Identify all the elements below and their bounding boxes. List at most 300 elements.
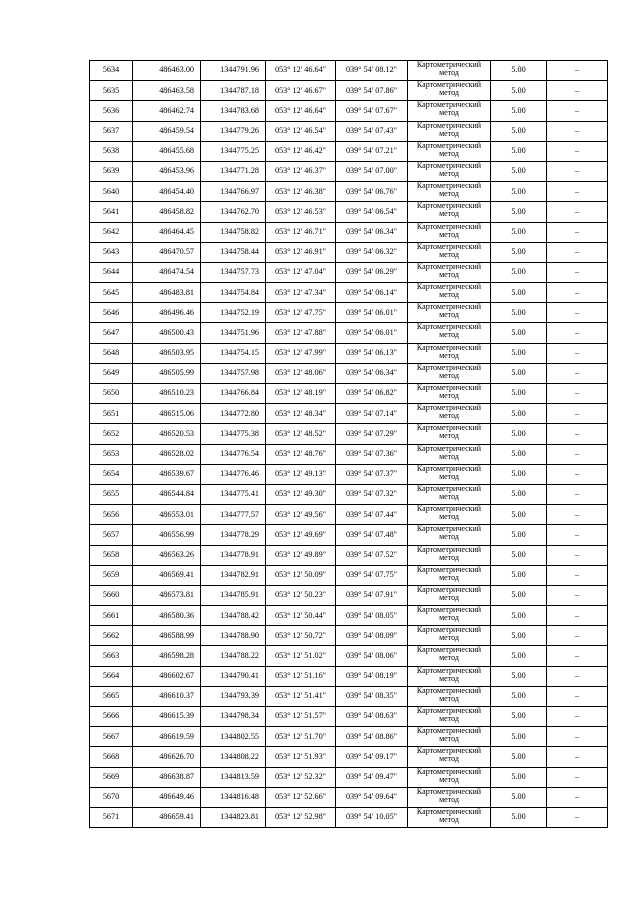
accuracy-cell: 5.00 [491, 323, 547, 343]
latitude-cell: 053° 12' 46.37" [266, 161, 336, 181]
x-coordinate-cell: 486610.37 [133, 686, 201, 706]
latitude-cell: 053° 12' 49.13" [266, 464, 336, 484]
longitude-cell: 039° 54' 07.91" [336, 585, 408, 605]
x-coordinate-cell: 486510.23 [133, 384, 201, 404]
method-cell: Картометрический метод [408, 202, 491, 222]
note-cell: – [547, 686, 608, 706]
y-coordinate-cell: 1344776.46 [201, 464, 266, 484]
longitude-cell: 039° 54' 06.29" [336, 262, 408, 282]
point-number-cell: 5642 [90, 222, 133, 242]
longitude-cell: 039° 54' 09.64" [336, 787, 408, 807]
accuracy-cell: 5.00 [491, 626, 547, 646]
table-row [90, 505, 608, 525]
y-coordinate-cell: 1344775.25 [201, 141, 266, 161]
table-row [90, 767, 608, 787]
longitude-cell: 039° 54' 08.35" [336, 686, 408, 706]
point-number-cell: 5649 [90, 363, 133, 383]
note-cell: – [547, 767, 608, 787]
point-number-cell: 5657 [90, 525, 133, 545]
longitude-cell: 039° 54' 06.01" [336, 303, 408, 323]
y-coordinate-cell: 1344816.48 [201, 787, 266, 807]
note-cell: – [547, 646, 608, 666]
note-cell: – [547, 707, 608, 727]
method-cell: Картометрический метод [408, 424, 491, 444]
x-coordinate-cell: 486454.40 [133, 182, 201, 202]
accuracy-cell: 5.00 [491, 686, 547, 706]
point-number-cell: 5634 [90, 61, 133, 81]
accuracy-cell: 5.00 [491, 101, 547, 121]
longitude-cell: 039° 54' 07.75" [336, 565, 408, 585]
table-row [90, 707, 608, 727]
latitude-cell: 053° 12' 46.54" [266, 121, 336, 141]
table-row [90, 525, 608, 545]
method-cell: Картометрический метод [408, 303, 491, 323]
note-cell: – [547, 242, 608, 262]
accuracy-cell: 5.00 [491, 565, 547, 585]
latitude-cell: 053° 12' 48.19" [266, 384, 336, 404]
y-coordinate-cell: 1344772.80 [201, 404, 266, 424]
method-cell: Картометрический метод [408, 444, 491, 464]
method-cell: Картометрический метод [408, 807, 491, 827]
note-cell: – [547, 182, 608, 202]
longitude-cell: 039° 54' 07.36" [336, 444, 408, 464]
latitude-cell: 053° 12' 51.57" [266, 707, 336, 727]
x-coordinate-cell: 486619.59 [133, 727, 201, 747]
latitude-cell: 053° 12' 50.09" [266, 565, 336, 585]
document-page [89, 60, 607, 828]
latitude-cell: 053° 12' 50.23" [266, 585, 336, 605]
note-cell: – [547, 81, 608, 101]
x-coordinate-cell: 486500.43 [133, 323, 201, 343]
point-number-cell: 5664 [90, 666, 133, 686]
y-coordinate-cell: 1344779.26 [201, 121, 266, 141]
point-number-cell: 5646 [90, 303, 133, 323]
table-row [90, 747, 608, 767]
method-cell: Картометрический метод [408, 606, 491, 626]
note-cell: – [547, 484, 608, 504]
x-coordinate-cell: 486659.41 [133, 807, 201, 827]
latitude-cell: 053° 12' 51.70" [266, 727, 336, 747]
latitude-cell: 053° 12' 52.32" [266, 767, 336, 787]
note-cell: – [547, 666, 608, 686]
note-cell: – [547, 565, 608, 585]
note-cell: – [547, 384, 608, 404]
x-coordinate-cell: 486496.46 [133, 303, 201, 323]
accuracy-cell: 5.00 [491, 767, 547, 787]
x-coordinate-cell: 486638.87 [133, 767, 201, 787]
x-coordinate-cell: 486602.67 [133, 666, 201, 686]
point-number-cell: 5641 [90, 202, 133, 222]
method-cell: Картометрический метод [408, 727, 491, 747]
y-coordinate-cell: 1344787.18 [201, 81, 266, 101]
table-row [90, 404, 608, 424]
note-cell: – [547, 606, 608, 626]
point-number-cell: 5654 [90, 464, 133, 484]
method-cell: Картометрический метод [408, 646, 491, 666]
y-coordinate-cell: 1344782.91 [201, 565, 266, 585]
table-row [90, 565, 608, 585]
accuracy-cell: 5.00 [491, 222, 547, 242]
method-cell: Картометрический метод [408, 61, 491, 81]
x-coordinate-cell: 486588.99 [133, 626, 201, 646]
method-cell: Картометрический метод [408, 283, 491, 303]
accuracy-cell: 5.00 [491, 121, 547, 141]
table-row [90, 323, 608, 343]
accuracy-cell: 5.00 [491, 81, 547, 101]
x-coordinate-cell: 486553.01 [133, 505, 201, 525]
y-coordinate-cell: 1344752.19 [201, 303, 266, 323]
accuracy-cell: 5.00 [491, 807, 547, 827]
accuracy-cell: 5.00 [491, 646, 547, 666]
method-cell: Картометрический метод [408, 121, 491, 141]
accuracy-cell: 5.00 [491, 202, 547, 222]
y-coordinate-cell: 1344777.57 [201, 505, 266, 525]
x-coordinate-cell: 486573.81 [133, 585, 201, 605]
method-cell: Картометрический метод [408, 161, 491, 181]
accuracy-cell: 5.00 [491, 505, 547, 525]
point-number-cell: 5648 [90, 343, 133, 363]
y-coordinate-cell: 1344757.98 [201, 363, 266, 383]
point-number-cell: 5652 [90, 424, 133, 444]
note-cell: – [547, 101, 608, 121]
accuracy-cell: 5.00 [491, 363, 547, 383]
y-coordinate-cell: 1344785.91 [201, 585, 266, 605]
longitude-cell: 039° 54' 07.29" [336, 424, 408, 444]
y-coordinate-cell: 1344788.42 [201, 606, 266, 626]
x-coordinate-cell: 486470.57 [133, 242, 201, 262]
point-number-cell: 5659 [90, 565, 133, 585]
method-cell: Картометрический метод [408, 626, 491, 646]
latitude-cell: 053° 12' 46.91" [266, 242, 336, 262]
longitude-cell: 039° 54' 07.48" [336, 525, 408, 545]
x-coordinate-cell: 486455.68 [133, 141, 201, 161]
point-number-cell: 5658 [90, 545, 133, 565]
method-cell: Картометрический метод [408, 666, 491, 686]
note-cell: – [547, 444, 608, 464]
note-cell: – [547, 727, 608, 747]
y-coordinate-cell: 1344813.59 [201, 767, 266, 787]
latitude-cell: 053° 12' 47.88" [266, 323, 336, 343]
method-cell: Картометрический метод [408, 767, 491, 787]
accuracy-cell: 5.00 [491, 424, 547, 444]
point-number-cell: 5647 [90, 323, 133, 343]
method-cell: Картометрический метод [408, 363, 491, 383]
method-cell: Картометрический метод [408, 384, 491, 404]
accuracy-cell: 5.00 [491, 787, 547, 807]
x-coordinate-cell: 486539.67 [133, 464, 201, 484]
note-cell: – [547, 121, 608, 141]
y-coordinate-cell: 1344775.41 [201, 484, 266, 504]
longitude-cell: 039° 54' 06.34" [336, 222, 408, 242]
x-coordinate-cell: 486556.99 [133, 525, 201, 545]
latitude-cell: 053° 12' 47.99" [266, 343, 336, 363]
point-number-cell: 5660 [90, 585, 133, 605]
table-row [90, 141, 608, 161]
point-number-cell: 5639 [90, 161, 133, 181]
x-coordinate-cell: 486580.36 [133, 606, 201, 626]
table-row [90, 121, 608, 141]
table-row [90, 626, 608, 646]
longitude-cell: 039° 54' 07.32" [336, 484, 408, 504]
point-number-cell: 5650 [90, 384, 133, 404]
longitude-cell: 039° 54' 06.13" [336, 343, 408, 363]
point-number-cell: 5665 [90, 686, 133, 706]
x-coordinate-cell: 486515.06 [133, 404, 201, 424]
accuracy-cell: 5.00 [491, 545, 547, 565]
table-row [90, 262, 608, 282]
longitude-cell: 039° 54' 07.67" [336, 101, 408, 121]
y-coordinate-cell: 1344766.97 [201, 182, 266, 202]
longitude-cell: 039° 54' 08.86" [336, 727, 408, 747]
x-coordinate-cell: 486528.02 [133, 444, 201, 464]
y-coordinate-cell: 1344802.55 [201, 727, 266, 747]
method-cell: Картометрический метод [408, 585, 491, 605]
accuracy-cell: 5.00 [491, 444, 547, 464]
x-coordinate-cell: 486503.95 [133, 343, 201, 363]
note-cell: – [547, 303, 608, 323]
method-cell: Картометрический метод [408, 464, 491, 484]
x-coordinate-cell: 486649.46 [133, 787, 201, 807]
table-row [90, 182, 608, 202]
note-cell: – [547, 424, 608, 444]
longitude-cell: 039° 54' 08.12" [336, 61, 408, 81]
latitude-cell: 053° 12' 50.44" [266, 606, 336, 626]
note-cell: – [547, 505, 608, 525]
table-row [90, 727, 608, 747]
table-body [90, 61, 608, 828]
x-coordinate-cell: 486569.41 [133, 565, 201, 585]
table-row [90, 787, 608, 807]
note-cell: – [547, 747, 608, 767]
table-row [90, 666, 608, 686]
x-coordinate-cell: 486463.00 [133, 61, 201, 81]
longitude-cell: 039° 54' 07.21" [336, 141, 408, 161]
table-row [90, 545, 608, 565]
longitude-cell: 039° 54' 09.47" [336, 767, 408, 787]
table-row [90, 606, 608, 626]
point-number-cell: 5651 [90, 404, 133, 424]
y-coordinate-cell: 1344793.39 [201, 686, 266, 706]
method-cell: Картометрический метод [408, 343, 491, 363]
point-number-cell: 5668 [90, 747, 133, 767]
latitude-cell: 053° 12' 51.16" [266, 666, 336, 686]
latitude-cell: 053° 12' 48.76" [266, 444, 336, 464]
latitude-cell: 053° 12' 46.38" [266, 182, 336, 202]
point-number-cell: 5670 [90, 787, 133, 807]
table-row [90, 81, 608, 101]
method-cell: Картометрический метод [408, 323, 491, 343]
latitude-cell: 053° 12' 48.06" [266, 363, 336, 383]
note-cell: – [547, 626, 608, 646]
latitude-cell: 053° 12' 46.67" [266, 81, 336, 101]
latitude-cell: 053° 12' 48.34" [266, 404, 336, 424]
y-coordinate-cell: 1344798.34 [201, 707, 266, 727]
longitude-cell: 039° 54' 08.19" [336, 666, 408, 686]
accuracy-cell: 5.00 [491, 141, 547, 161]
accuracy-cell: 5.00 [491, 484, 547, 504]
y-coordinate-cell: 1344783.68 [201, 101, 266, 121]
method-cell: Картометрический метод [408, 242, 491, 262]
y-coordinate-cell: 1344791.96 [201, 61, 266, 81]
point-number-cell: 5635 [90, 81, 133, 101]
latitude-cell: 053° 12' 51.93" [266, 747, 336, 767]
method-cell: Картометрический метод [408, 545, 491, 565]
x-coordinate-cell: 486458.82 [133, 202, 201, 222]
x-coordinate-cell: 486483.81 [133, 283, 201, 303]
method-cell: Картометрический метод [408, 565, 491, 585]
note-cell: – [547, 464, 608, 484]
method-cell: Картометрический метод [408, 747, 491, 767]
x-coordinate-cell: 486464.45 [133, 222, 201, 242]
y-coordinate-cell: 1344771.28 [201, 161, 266, 181]
accuracy-cell: 5.00 [491, 525, 547, 545]
longitude-cell: 039° 54' 10.05" [336, 807, 408, 827]
accuracy-cell: 5.00 [491, 242, 547, 262]
longitude-cell: 039° 54' 06.82" [336, 384, 408, 404]
latitude-cell: 053° 12' 46.53" [266, 202, 336, 222]
latitude-cell: 053° 12' 46.71" [266, 222, 336, 242]
point-number-cell: 5636 [90, 101, 133, 121]
y-coordinate-cell: 1344788.22 [201, 646, 266, 666]
accuracy-cell: 5.00 [491, 585, 547, 605]
y-coordinate-cell: 1344823.81 [201, 807, 266, 827]
latitude-cell: 053° 12' 52.66" [266, 787, 336, 807]
x-coordinate-cell: 486462.74 [133, 101, 201, 121]
table-row [90, 384, 608, 404]
latitude-cell: 053° 12' 51.02" [266, 646, 336, 666]
latitude-cell: 053° 12' 46.64" [266, 61, 336, 81]
note-cell: – [547, 161, 608, 181]
note-cell: – [547, 404, 608, 424]
x-coordinate-cell: 486544.84 [133, 484, 201, 504]
point-number-cell: 5637 [90, 121, 133, 141]
point-number-cell: 5656 [90, 505, 133, 525]
note-cell: – [547, 525, 608, 545]
method-cell: Картометрический метод [408, 101, 491, 121]
table-row [90, 686, 608, 706]
x-coordinate-cell: 486453.96 [133, 161, 201, 181]
point-number-cell: 5645 [90, 283, 133, 303]
accuracy-cell: 5.00 [491, 303, 547, 323]
accuracy-cell: 5.00 [491, 404, 547, 424]
x-coordinate-cell: 486474.54 [133, 262, 201, 282]
table-row [90, 807, 608, 827]
latitude-cell: 053° 12' 48.52" [266, 424, 336, 444]
accuracy-cell: 5.00 [491, 606, 547, 626]
x-coordinate-cell: 486615.39 [133, 707, 201, 727]
point-number-cell: 5663 [90, 646, 133, 666]
table-row [90, 61, 608, 81]
y-coordinate-cell: 1344808.22 [201, 747, 266, 767]
point-number-cell: 5655 [90, 484, 133, 504]
table-row [90, 646, 608, 666]
longitude-cell: 039° 54' 08.63" [336, 707, 408, 727]
y-coordinate-cell: 1344788.90 [201, 626, 266, 646]
longitude-cell: 039° 54' 07.43" [336, 121, 408, 141]
longitude-cell: 039° 54' 07.86" [336, 81, 408, 101]
latitude-cell: 053° 12' 47.04" [266, 262, 336, 282]
accuracy-cell: 5.00 [491, 283, 547, 303]
x-coordinate-cell: 486626.70 [133, 747, 201, 767]
accuracy-cell: 5.00 [491, 747, 547, 767]
point-number-cell: 5669 [90, 767, 133, 787]
note-cell: – [547, 141, 608, 161]
x-coordinate-cell: 486563.26 [133, 545, 201, 565]
longitude-cell: 039° 54' 06.34" [336, 363, 408, 383]
longitude-cell: 039° 54' 06.14" [336, 283, 408, 303]
point-number-cell: 5640 [90, 182, 133, 202]
coordinates-table [89, 60, 608, 828]
longitude-cell: 039° 54' 07.14" [336, 404, 408, 424]
point-number-cell: 5643 [90, 242, 133, 262]
x-coordinate-cell: 486463.58 [133, 81, 201, 101]
longitude-cell: 039° 54' 06.76" [336, 182, 408, 202]
method-cell: Картометрический метод [408, 525, 491, 545]
longitude-cell: 039° 54' 06.01" [336, 323, 408, 343]
point-number-cell: 5653 [90, 444, 133, 464]
point-number-cell: 5662 [90, 626, 133, 646]
latitude-cell: 053° 12' 47.75" [266, 303, 336, 323]
latitude-cell: 053° 12' 49.56" [266, 505, 336, 525]
method-cell: Картометрический метод [408, 686, 491, 706]
y-coordinate-cell: 1344754.84 [201, 283, 266, 303]
accuracy-cell: 5.00 [491, 727, 547, 747]
note-cell: – [547, 222, 608, 242]
method-cell: Картометрический метод [408, 404, 491, 424]
longitude-cell: 039° 54' 07.52" [336, 545, 408, 565]
accuracy-cell: 5.00 [491, 343, 547, 363]
method-cell: Картометрический метод [408, 81, 491, 101]
point-number-cell: 5666 [90, 707, 133, 727]
point-number-cell: 5661 [90, 606, 133, 626]
table-row [90, 444, 608, 464]
latitude-cell: 053° 12' 51.41" [266, 686, 336, 706]
method-cell: Картометрический метод [408, 787, 491, 807]
note-cell: – [547, 787, 608, 807]
accuracy-cell: 5.00 [491, 161, 547, 181]
table-row [90, 484, 608, 504]
y-coordinate-cell: 1344762.70 [201, 202, 266, 222]
y-coordinate-cell: 1344790.41 [201, 666, 266, 686]
y-coordinate-cell: 1344758.82 [201, 222, 266, 242]
latitude-cell: 053° 12' 50.72" [266, 626, 336, 646]
table-row [90, 222, 608, 242]
accuracy-cell: 5.00 [491, 464, 547, 484]
longitude-cell: 039° 54' 06.32" [336, 242, 408, 262]
latitude-cell: 053° 12' 49.89" [266, 545, 336, 565]
note-cell: – [547, 807, 608, 827]
latitude-cell: 053° 12' 49.30" [266, 484, 336, 504]
latitude-cell: 053° 12' 47.34" [266, 283, 336, 303]
x-coordinate-cell: 486598.28 [133, 646, 201, 666]
table-row [90, 303, 608, 323]
accuracy-cell: 5.00 [491, 707, 547, 727]
latitude-cell: 053° 12' 46.42" [266, 141, 336, 161]
longitude-cell: 039° 54' 07.44" [336, 505, 408, 525]
method-cell: Картометрический метод [408, 505, 491, 525]
table-row [90, 283, 608, 303]
method-cell: Картометрический метод [408, 141, 491, 161]
note-cell: – [547, 343, 608, 363]
x-coordinate-cell: 486505.99 [133, 363, 201, 383]
longitude-cell: 039° 54' 06.54" [336, 202, 408, 222]
y-coordinate-cell: 1344758.44 [201, 242, 266, 262]
accuracy-cell: 5.00 [491, 384, 547, 404]
y-coordinate-cell: 1344775.38 [201, 424, 266, 444]
point-number-cell: 5667 [90, 727, 133, 747]
y-coordinate-cell: 1344754.15 [201, 343, 266, 363]
note-cell: – [547, 585, 608, 605]
